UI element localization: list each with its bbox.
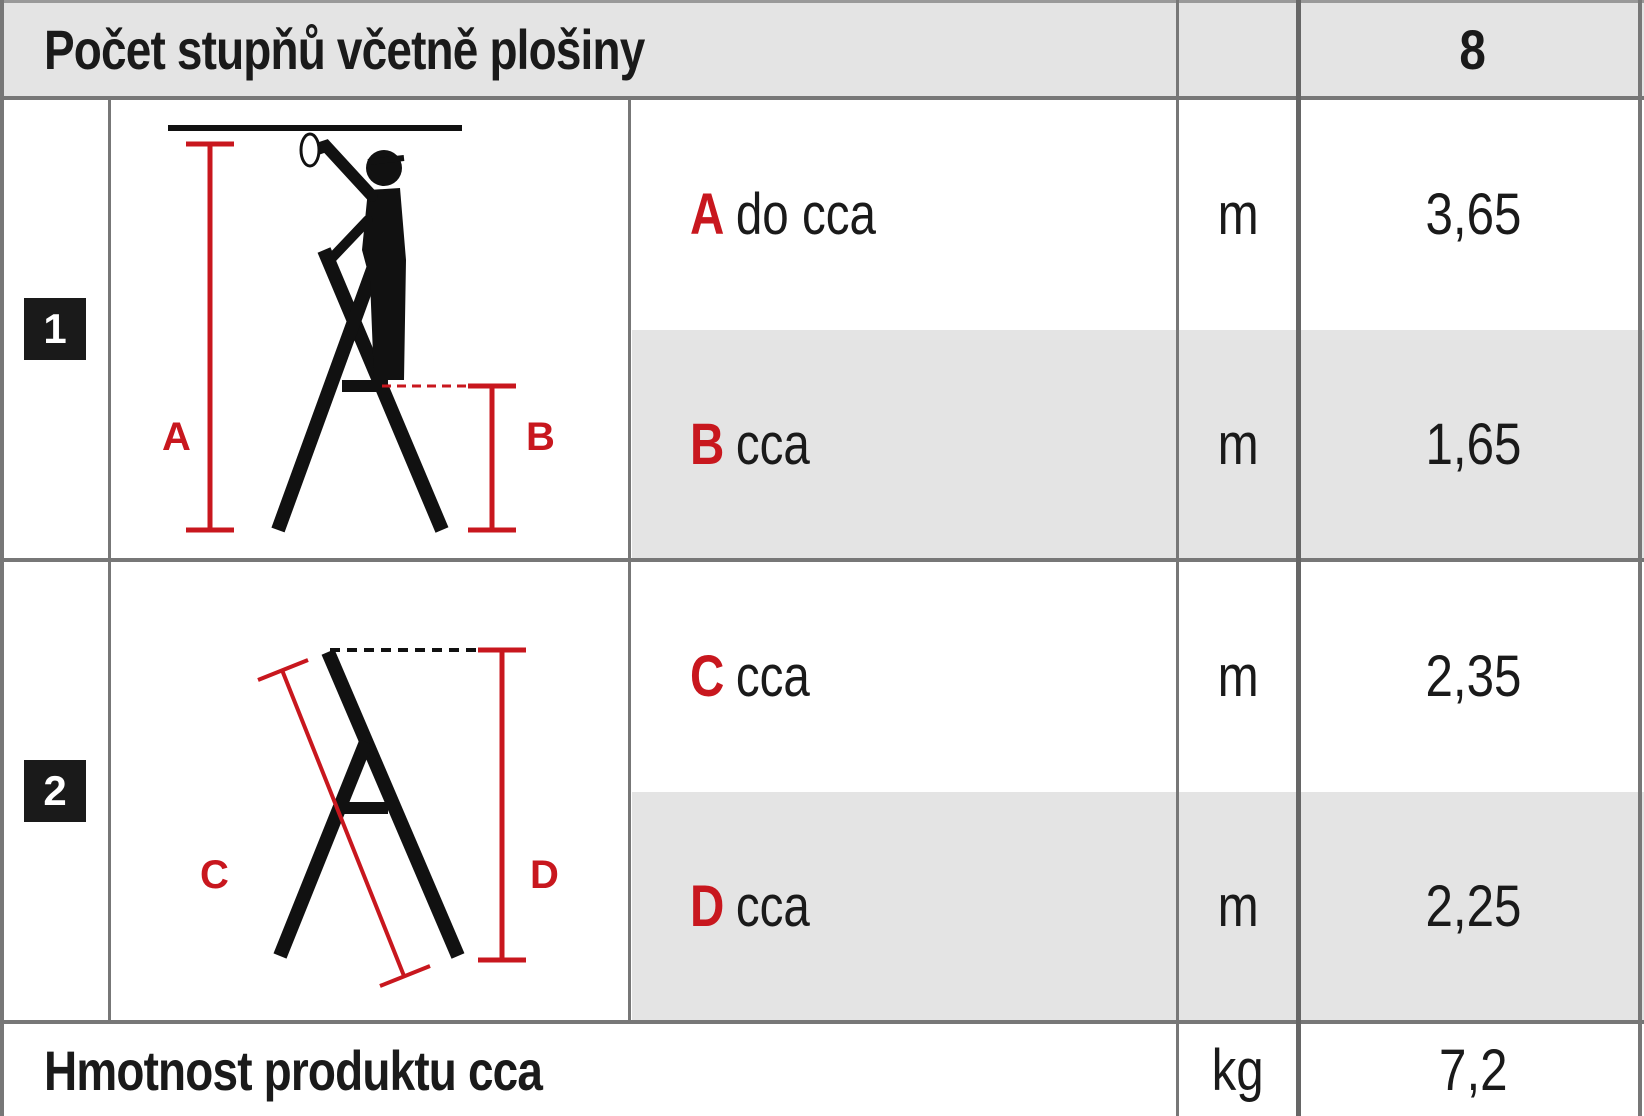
row-a-label [690, 181, 876, 248]
row-c-value-cell [1302, 562, 1644, 790]
row-b-key: B [690, 411, 725, 477]
row-c-value: 2,35 [1425, 643, 1521, 709]
row-b-label [690, 411, 810, 478]
row-d-value: 2,25 [1425, 873, 1521, 939]
row-d-unit: m [1217, 873, 1259, 939]
weight-label-cell [44, 1024, 1174, 1116]
row-d-label [690, 873, 810, 940]
steps-count-value-cell [1302, 0, 1644, 98]
row-a-key: A [690, 181, 725, 247]
dim-a-label: A [162, 415, 191, 459]
dim-d-label: D [530, 853, 559, 897]
row-c-label-cell [690, 562, 1170, 790]
row-c-text: cca [735, 643, 810, 709]
row-d-unit-cell [1180, 792, 1296, 1020]
row-b-value: 1,65 [1425, 411, 1521, 477]
row-d-text: cca [735, 873, 810, 939]
grid-h-section [0, 558, 1644, 562]
grid-v-value [1296, 0, 1301, 1116]
grid-top [0, 0, 1644, 3]
weight-label: Hmotnost produktu cca [44, 1038, 543, 1102]
row-d-key: D [690, 873, 725, 939]
section-2-badge: 2 [24, 760, 86, 822]
row-a-text: do cca [735, 181, 876, 247]
row-c-label [690, 643, 810, 710]
section-1-badge: 1 [24, 298, 86, 360]
grid-v-unit [1176, 0, 1179, 1116]
row-d-label-cell [690, 792, 1170, 1020]
row-b-text: cca [735, 411, 810, 477]
row-a-value-cell [1302, 100, 1644, 328]
dim-b-label: B [526, 415, 555, 459]
dim-c-label: C [200, 853, 229, 897]
grid-h-footer [0, 1020, 1644, 1024]
weight-unit: kg [1211, 1037, 1265, 1103]
row-c-unit: m [1217, 643, 1259, 709]
row-b-unit-cell [1180, 330, 1296, 558]
ladder-working-height-diagram [112, 100, 630, 554]
row-c-unit-cell [1180, 562, 1296, 790]
row-b-unit: m [1217, 411, 1259, 477]
row-a-value: 3,65 [1425, 181, 1521, 247]
row-c-key: C [690, 643, 725, 709]
row-b-label-cell [690, 330, 1170, 558]
row-b-value-cell [1302, 330, 1644, 558]
row-d-value-cell [1302, 792, 1644, 1020]
row-a-unit: m [1217, 181, 1259, 247]
grid-v-left [0, 0, 4, 1116]
ladder-length-diagram [112, 562, 630, 1016]
row-a-unit-cell [1180, 100, 1296, 328]
grid-v-right [1638, 0, 1642, 1116]
steps-count-label-cell [44, 0, 1174, 98]
weight-value: 7,2 [1438, 1037, 1508, 1103]
steps-count-label: Počet stupňů včetně plošiny [44, 17, 645, 81]
grid-h-header [0, 96, 1644, 100]
steps-count-value: 8 [1459, 17, 1487, 81]
weight-value-cell [1302, 1024, 1644, 1116]
weight-unit-cell [1180, 1024, 1296, 1116]
row-a-label-cell [690, 100, 1170, 328]
grid-v-badge [108, 98, 111, 1022]
grid-v-figure [628, 98, 631, 1022]
